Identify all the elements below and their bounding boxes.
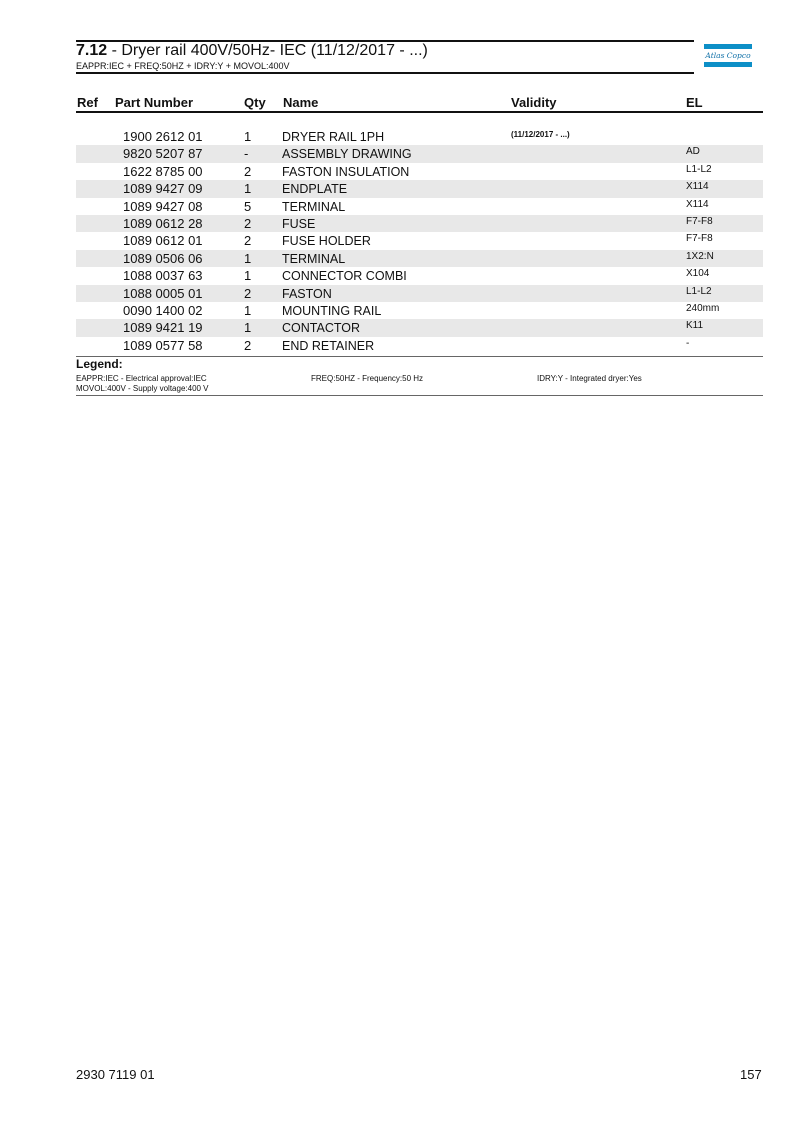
el-cell: X104 — [686, 268, 710, 280]
column-header-validity: Validity — [511, 95, 557, 110]
column-header-el: EL — [686, 95, 703, 110]
legend-top-rule — [76, 356, 763, 357]
header-bottom-rule — [76, 72, 694, 74]
el-cell: X114 — [686, 198, 709, 210]
table-row — [76, 198, 763, 215]
legend-title: Legend: — [76, 357, 123, 371]
document-number: 2930 7119 01 — [76, 1067, 155, 1082]
qty-cell: 5 — [244, 198, 252, 214]
column-header-qty: Qty — [244, 95, 266, 110]
legend-item: MOVOL:400V - Supply voltage:400 V — [76, 384, 209, 393]
name-cell: FUSE — [282, 216, 316, 231]
table-row — [76, 232, 763, 249]
atlas-copco-logo — [704, 44, 752, 68]
table-row — [76, 267, 763, 284]
el-cell: F7-F8 — [686, 215, 713, 227]
qty-cell: 1 — [244, 181, 252, 197]
table-row — [76, 319, 763, 336]
part-number-cell: 0090 1400 02 — [123, 302, 203, 318]
column-header-ref: Ref — [77, 95, 98, 110]
qty-cell: 2 — [244, 285, 252, 301]
table-row — [76, 250, 763, 267]
name-cell: TERMINAL — [282, 251, 346, 266]
el-cell: F7-F8 — [686, 233, 713, 245]
name-cell: MOUNTING RAIL — [282, 303, 382, 318]
name-cell: TERMINAL — [282, 199, 346, 214]
qty-cell: 2 — [244, 163, 252, 179]
el-cell: 1X2:N — [686, 250, 714, 262]
logo-text: Atlas Copco — [705, 51, 751, 60]
el-cell: X114 — [686, 181, 709, 193]
table-row — [76, 163, 763, 180]
qty-cell: 1 — [244, 302, 252, 318]
el-cell: L1-L2 — [686, 285, 712, 297]
part-number-cell: 1089 9427 08 — [123, 198, 203, 214]
table-row — [76, 128, 763, 145]
part-number-cell: 1088 0005 01 — [123, 285, 203, 301]
page-number: 157 — [740, 1067, 762, 1082]
column-header-part-number: Part Number — [115, 95, 194, 110]
part-number-cell: 1089 9421 19 — [123, 320, 203, 336]
legend-item: EAPPR:IEC - Electrical approval:IEC — [76, 374, 207, 383]
column-header-name: Name — [283, 95, 319, 110]
title-text: - Dryer rail 400V/50Hz- IEC (11/12/2017 - ...) — [107, 42, 428, 59]
table-row — [76, 145, 763, 162]
table-row — [76, 302, 763, 319]
part-number-cell: 1088 0037 63 — [123, 268, 203, 284]
legend-item: IDRY:Y - Integrated dryer:Yes — [537, 374, 642, 383]
name-cell: DRYER RAIL 1PH — [282, 130, 385, 144]
section-number: 7.12 — [76, 42, 108, 59]
el-cell: - — [686, 337, 690, 349]
name-cell: END RETAINER — [282, 338, 375, 353]
table-row — [76, 285, 763, 302]
el-cell: AD — [686, 146, 700, 158]
parts-table — [76, 128, 763, 354]
name-cell: FUSE HOLDER — [282, 234, 371, 249]
name-cell: CONNECTOR COMBI — [282, 269, 407, 284]
part-number-cell: 1089 9427 09 — [123, 181, 203, 197]
page-title — [76, 42, 428, 60]
legend-item: FREQ:50HZ - Frequency:50 Hz — [311, 374, 424, 383]
qty-cell: - — [244, 146, 249, 162]
legend-bottom-rule — [76, 395, 763, 396]
validity-cell: (11/12/2017 - ...) — [511, 130, 570, 139]
qty-cell: 1 — [244, 320, 252, 336]
el-cell: K11 — [686, 320, 704, 332]
page-subtitle: EAPPR:IEC + FREQ:50HZ + IDRY:Y + MOVOL:400V — [76, 61, 290, 71]
qty-cell: 2 — [244, 215, 252, 231]
part-number-cell: 1089 0577 58 — [123, 337, 203, 353]
name-cell: ENDPLATE — [282, 182, 348, 197]
qty-cell: 2 — [244, 337, 252, 353]
part-number-cell: 9820 5207 87 — [123, 146, 203, 162]
logo-bar-bottom — [704, 62, 752, 67]
name-cell: CONTACTOR — [282, 321, 361, 336]
name-cell: FASTON INSULATION — [282, 164, 410, 179]
part-number-cell: 1089 0612 01 — [123, 233, 203, 249]
table-row — [76, 337, 763, 354]
part-number-cell: 1900 2612 01 — [123, 129, 203, 144]
qty-cell: 2 — [244, 233, 252, 249]
name-cell: FASTON — [282, 286, 332, 301]
table-row — [76, 215, 763, 232]
part-number-cell: 1622 8785 00 — [123, 163, 203, 179]
qty-cell: 1 — [244, 129, 252, 144]
part-number-cell: 1089 0612 28 — [123, 215, 203, 231]
table-header-rule — [76, 111, 763, 113]
part-number-cell: 1089 0506 06 — [123, 250, 203, 266]
qty-cell: 1 — [244, 250, 252, 266]
qty-cell: 1 — [244, 268, 252, 284]
table-row — [76, 180, 763, 197]
el-cell: L1-L2 — [686, 163, 712, 175]
name-cell: ASSEMBLY DRAWING — [282, 147, 412, 162]
el-cell: 240mm — [686, 302, 720, 314]
